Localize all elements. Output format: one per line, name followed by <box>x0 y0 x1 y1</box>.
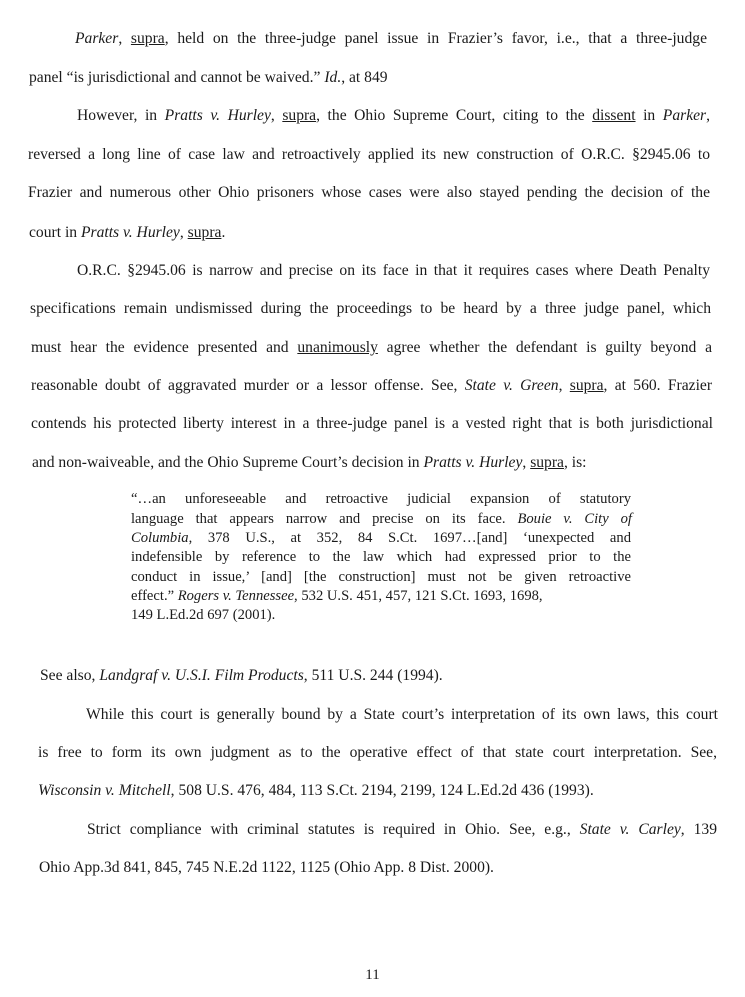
block-quote-line <box>131 529 631 548</box>
paragraph-line: Frazier and numerous other Ohio prisoners whose cases were also stayed pending the decision of the <box>28 184 710 201</box>
block-quote-line: “…an unforeseeable and retroactive judicial expansion of statutory <box>131 491 631 507</box>
block-quote-line <box>131 587 543 606</box>
text: , at 560. Frazier <box>603 377 713 394</box>
case-name: Pratts v. Hurley <box>423 454 523 471</box>
citation: Id. <box>324 69 342 86</box>
case-name: Landgraf v. U.S.I. Film Products <box>99 667 304 684</box>
underlined-text: supra <box>130 30 165 47</box>
paragraph-line: Ohio App.3d 841, 845, 745 N.E.2d 1122, 1125 (Ohio App. 8 Dist. 2000). <box>39 859 494 876</box>
text: Strict compliance with criminal statutes is required in Ohio. See, e.g., <box>87 821 580 838</box>
text: , held on the three-judge panel issue in Frazier’s favor, i.e., that a three-judge <box>164 30 707 47</box>
text: , <box>558 377 570 394</box>
block-quote-line: conduct in issue,’ [and] [the construction] must not be given retroactive <box>131 569 631 585</box>
underlined-text: supra <box>530 454 564 471</box>
text: , <box>522 454 531 471</box>
text: , 139 <box>680 821 718 838</box>
case-name: State v. Green <box>464 377 559 394</box>
text: , <box>270 107 283 124</box>
case-name: State v. Carley <box>579 821 681 838</box>
case-name: Parker <box>75 30 119 47</box>
text: , <box>706 107 711 124</box>
text: and non-waiveable, and the Ohio Supreme Court’s decision in <box>32 454 424 471</box>
page-number: 11 <box>365 967 380 983</box>
underlined-text: supra <box>569 377 604 394</box>
text: effect.” <box>131 588 178 604</box>
paragraph-line <box>29 68 388 88</box>
underlined-text: supra <box>187 224 222 241</box>
text: , 532 U.S. 451, 457, 121 S.Ct. 1693, 1698, <box>294 588 543 604</box>
text: , the Ohio Supreme Court, citing to the <box>316 107 593 124</box>
case-name: Wisconsin v. Mitchell <box>38 782 171 799</box>
text: panel “is jurisdictional and cannot be waived.” <box>29 69 325 86</box>
text: However, in <box>77 107 165 124</box>
paragraph-line: reversed a long line of case law and retroactively applied its new construction of O.R.C. §2945.06 to <box>28 146 710 163</box>
text: , 508 U.S. 476, 484, 113 S.Ct. 2194, 2199, 124 L.Ed.2d 436 (1993). <box>170 782 594 799</box>
text: agree whether the defendant is guilty beyond a <box>377 339 712 356</box>
text: . <box>221 224 226 241</box>
text: court in <box>29 224 81 241</box>
text: See also, <box>40 667 100 684</box>
underlined-text: unanimously <box>297 339 378 356</box>
paragraph-line <box>32 453 587 473</box>
underlined-text: dissent <box>592 107 636 124</box>
case-name: Columbia <box>131 530 189 546</box>
case-name: Bouie v. City of <box>517 511 632 527</box>
case-name: Rogers v. Tennessee <box>177 588 295 604</box>
case-name: Parker <box>662 107 707 124</box>
text: , at 849 <box>341 69 388 86</box>
paragraph-line <box>29 223 225 243</box>
text: reasonable doubt of aggravated murder or a lessor offense. See, <box>31 377 465 394</box>
underlined-text: supra <box>282 107 317 124</box>
case-name: Pratts v. Hurley <box>80 224 180 241</box>
paragraph-line: contends his protected liberty interest in a three-judge panel is a vested right that is both jurisdictional <box>31 415 713 432</box>
text: language that appears narrow and precise on its face. <box>131 511 518 527</box>
paragraph-line <box>31 338 712 358</box>
text: , 378 U.S., at 352, 84 S.Ct. 1697…[and] ‘unexpected and <box>188 530 631 546</box>
text: , is: <box>563 454 587 471</box>
text: , <box>179 224 188 241</box>
text: , <box>118 30 131 47</box>
paragraph-line <box>31 376 712 396</box>
text: must hear the evidence presented and <box>31 339 298 356</box>
paragraph-line <box>75 29 707 49</box>
paragraph-line <box>40 666 443 686</box>
paragraph-line <box>77 106 710 126</box>
block-quote-line: 149 L.Ed.2d 697 (2001). <box>131 607 276 623</box>
block-quote-line <box>131 510 632 529</box>
block-quote-line: indefensible by reference to the law which had expressed prior to the <box>131 549 631 565</box>
paragraph-line: While this court is generally bound by a State court’s interpretation of its own laws, this court <box>86 706 718 723</box>
text: , 511 U.S. 244 (1994). <box>303 667 443 684</box>
case-name: Pratts v. Hurley <box>164 107 271 124</box>
paragraph-line: O.R.C. §2945.06 is narrow and precise on its face in that it requires cases where Death Penalty <box>77 262 710 279</box>
text: in <box>635 107 663 124</box>
paragraph-line <box>38 781 594 801</box>
paragraph-line <box>87 820 717 840</box>
paragraph-line: specifications remain undismissed during the proceedings to be heard by a three judge panel, which <box>30 300 711 317</box>
paragraph-line: is free to form its own judgment as to the operative effect of that state court interpretation. See, <box>38 744 717 761</box>
